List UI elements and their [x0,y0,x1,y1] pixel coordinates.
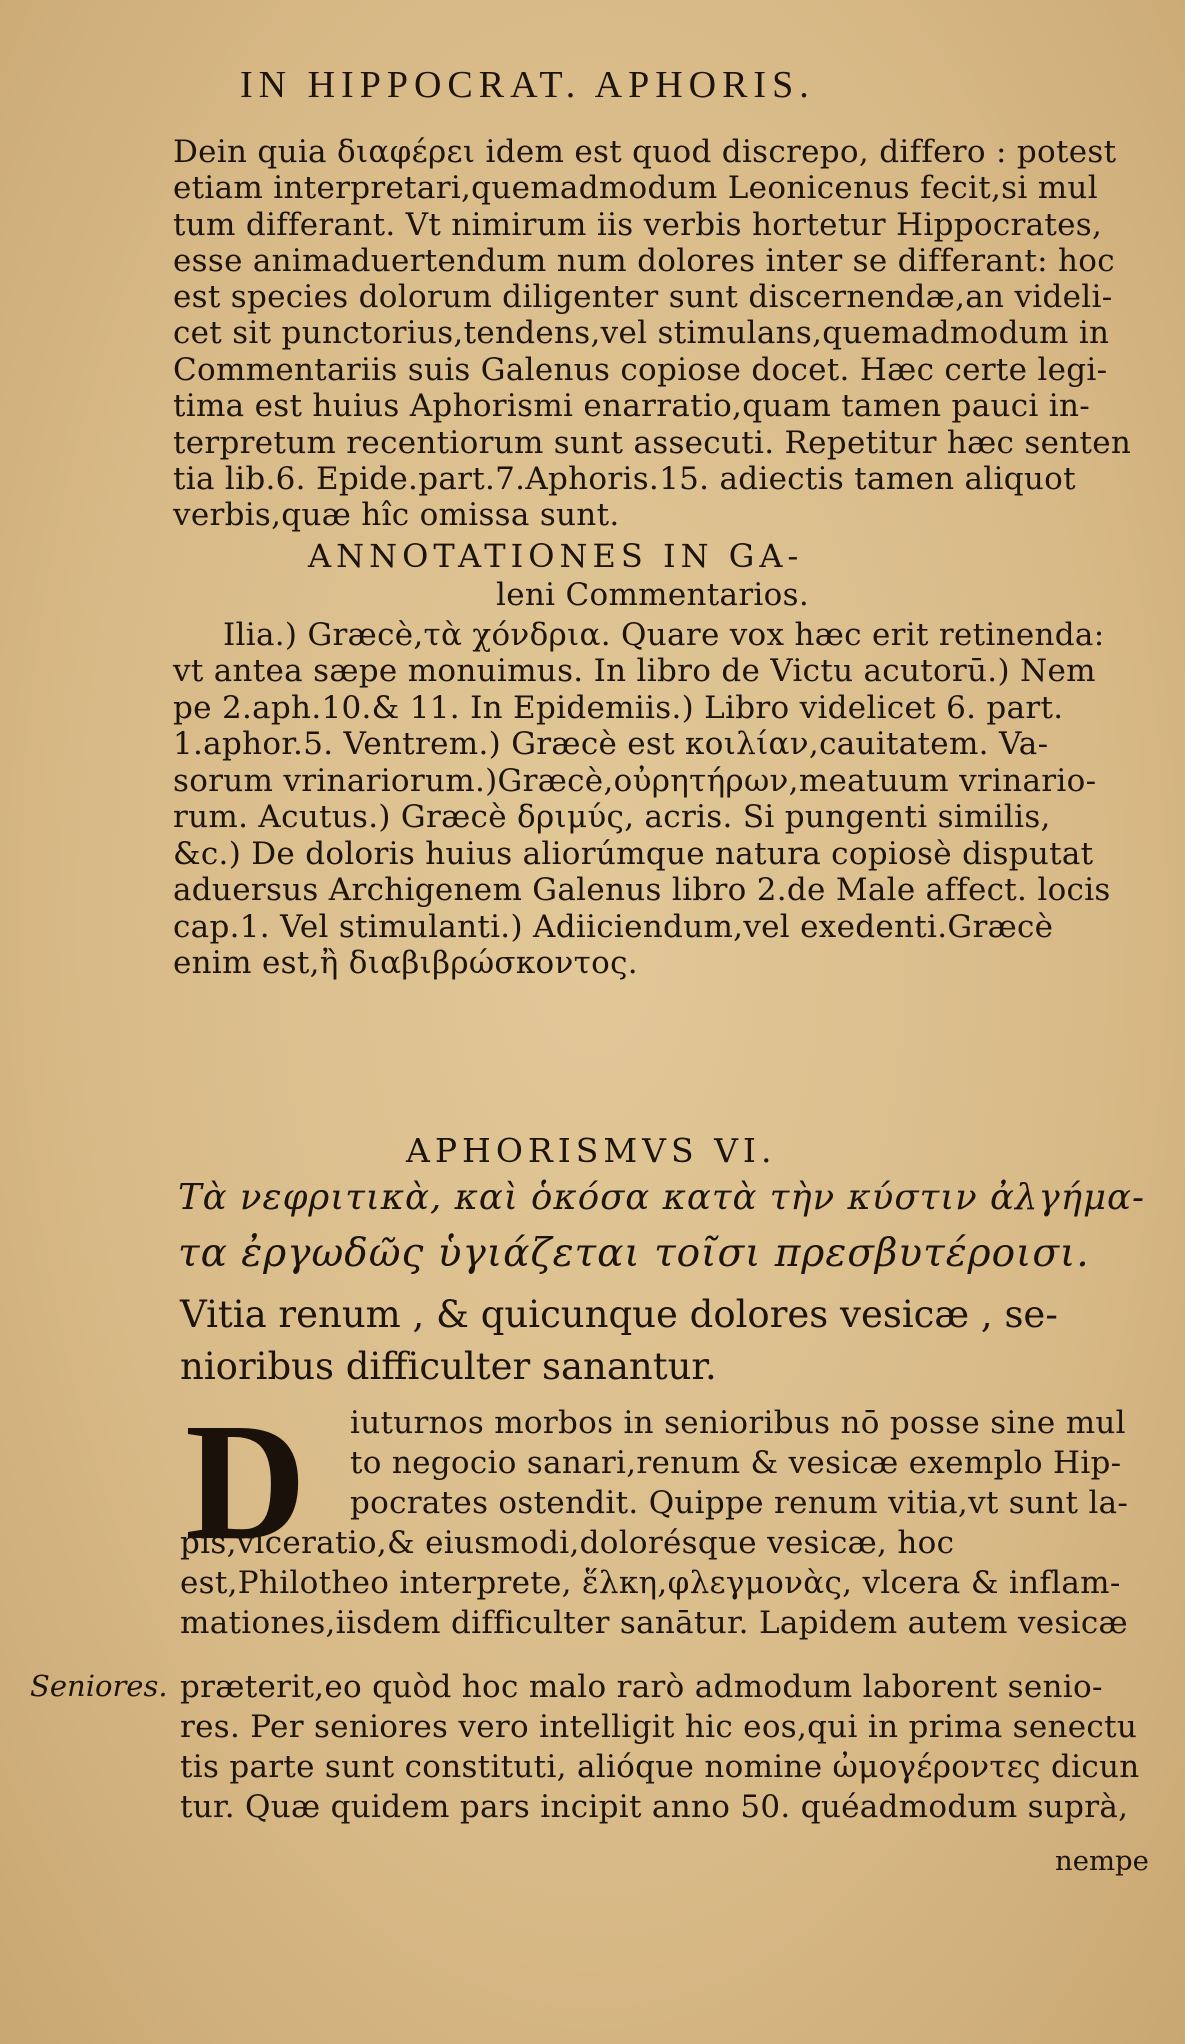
text-line: tia lib.6. Epide.part.7.Aphoris.15. adiectis tamen aliquot [173,461,1076,497]
text-line: Commentariis suis Galenus copiose docet. Hæc certe legi- [173,352,1108,388]
text-line: præterit,eo quòd hoc malo rarò admodum laborent senio- [180,1669,1103,1705]
text-line: iuturnos morbos in senioribus nō posse sine mul [350,1405,1126,1441]
text-line: tum differant. Vt nimirum iis verbis hortetur Hippocrates, [173,207,1103,243]
text-line: 1.aphor.5. Ventrem.) Græcè est κοιλίαν,cauitatem. Va- [173,726,1049,762]
greek-line: Τὰ νεφριτικὰ, καὶ ὁκόσα κατὰ τὴν κύστιν ἀλγήμα- [178,1177,1146,1218]
text-line: est species dolorum diligenter sunt discernendæ,an videli- [173,279,1113,315]
text-line: terpretum recentiorum sunt assecuti. Repetitur hæc senten [173,425,1132,461]
text-line: tima est huius Aphorismi enarratio,quam tamen pauci in- [173,388,1091,424]
text-line: pis,vlceratio,& eiusmodi,dolorésque vesicæ, hoc [180,1525,955,1561]
greek-line: τα ἐργωδῶς ὑγιάζεται τοῖσι πρεσβυτέροισι. [178,1231,1090,1276]
aphorism-heading: APHORISMVS VI. [406,1131,777,1170]
text-line: to negocio sanari,renum & vesicæ exemplo Hip- [350,1445,1122,1481]
text-line: sorum vrinariorum.)Græcè,οὐρητήρων,meatuum vrinario- [173,763,1097,799]
text-line: res. Per seniores vero intelligit hic eos,qui in prima senectu [180,1709,1138,1745]
text-line: est,Philotheo interprete, ἕλκη,φλεγμονὰς, vlcera & inflam- [180,1565,1121,1601]
section-subheading: leni Commentarios. [496,577,809,613]
text-line: tur. Quæ quidem pars incipit anno 50. quéadmodum suprà, [180,1789,1129,1825]
marginal-note: Seniores. [30,1669,168,1703]
text-line: mationes,iisdem difficulter sanātur. Lapidem autem vesicæ [180,1605,1128,1641]
text-line: vt antea sæpe monuimus. In libro de Victu acutorū.) Nem [173,653,1096,689]
text-line: enim est,ἢ διαβιβρώσκοντος. [173,945,638,981]
section-heading: ANNOTATIONES IN GA- [308,537,804,575]
latin-line: Vitia renum , & quicunque dolores vesicæ , se- [180,1293,1058,1336]
text-line: tis parte sunt constituti, alióque nomine ὠμογέροντες dicun [180,1749,1140,1785]
text-line: pocrates ostendit. Quippe renum vitia,vt sunt la- [350,1485,1129,1521]
text-line: rum. Acutus.) Græcè δριμύς, acris. Si pungenti similis, [173,799,1051,835]
text-line: cet sit punctorius,tendens,vel stimulans,quemadmodum in [173,315,1110,351]
text-line: etiam interpretari,quemadmodum Leonicenus fecit,si mul [173,170,1098,206]
text-line: esse animaduertendum num dolores inter se differant: hoc [173,243,1115,279]
text-line: aduersus Archigenem Galenus libro 2.de Male affect. locis [173,872,1111,908]
catchword: nempe [1055,1845,1149,1877]
text-line: &c.) De doloris huius aliorúmque natura copiosè disputat [173,836,1094,872]
drop-cap-letter: D [185,1389,307,1575]
text-line: Ilia.) Græcè,τὰ χόνδρια. Quare vox hæc erit retinenda: [223,617,1105,653]
running-head: IN HIPPOCRAT. APHORIS. [240,64,815,106]
text-line: cap.1. Vel stimulanti.) Adiiciendum,vel exedenti.Græcè [173,909,1054,945]
text-line: verbis,quæ hîc omissa sunt. [173,497,620,533]
latin-line: nioribus difficulter sanantur. [180,1345,717,1388]
text-line: pe 2.aph.10.& 11. In Epidemiis.) Libro videlicet 6. part. [173,690,1064,726]
text-line: Dein quia διαφέρει idem est quod discrepo, differo : potest [173,134,1117,170]
